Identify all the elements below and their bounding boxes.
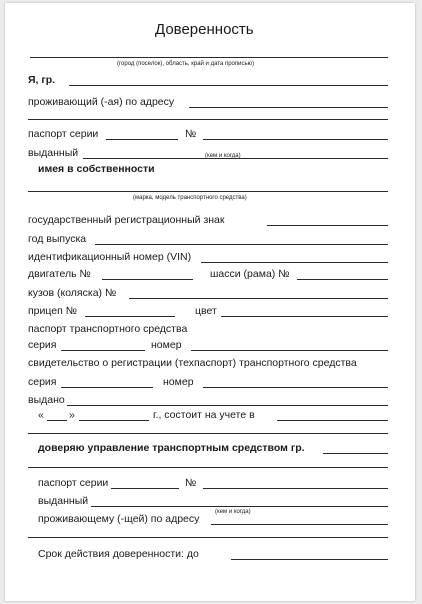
issued-short-line[interactable] [67, 405, 388, 406]
color-label: цвет [195, 305, 217, 317]
year-label: год выпуска [28, 233, 87, 245]
trailer-line[interactable] [85, 316, 175, 317]
chassis-label: шасси (рама) № [210, 268, 290, 280]
address-label-2: проживающему (-щей) по адресу [38, 513, 200, 525]
open-quote: « [38, 409, 44, 421]
citizen-name-line[interactable] [69, 85, 388, 86]
month-line[interactable] [79, 420, 149, 421]
vehicle-passport-label: паспорт транспортного средства [28, 323, 188, 335]
close-quote: » [69, 409, 75, 421]
passport-number-line-2[interactable] [203, 488, 388, 489]
reg-certificate-label: свидетельство о регистрации (техпаспорт) транспортного средства [28, 357, 357, 369]
passport-number-sign-2: № [185, 477, 197, 489]
reg-plate-line[interactable] [267, 225, 388, 226]
engine-label: двигатель № [28, 268, 91, 280]
passport-number-line[interactable] [203, 139, 388, 140]
address-line-2[interactable] [28, 119, 388, 120]
address-line-2b[interactable] [28, 537, 388, 538]
place-date-hint: (город (поселок), область, край и дата прописью) [117, 61, 255, 67]
reg-certificate-number-line[interactable] [203, 387, 388, 388]
issued-label-2: выданный [38, 495, 89, 507]
validity-label: Срок действия доверенности: до [38, 548, 199, 560]
reg-plate-label: государственный регистрационный знак [28, 214, 225, 226]
entrust-name-line[interactable] [323, 453, 388, 454]
citizen-label: Я, гр. [28, 74, 56, 86]
issued-line-2[interactable] [91, 506, 388, 507]
form-title: Доверенность [155, 21, 254, 38]
vin-label: идентификационный номер (VIN) [28, 251, 192, 263]
vehicle-model-line[interactable] [28, 191, 388, 192]
vehicle-model-hint: (марка, модель транспортного средства) [133, 195, 247, 201]
entrust-label: доверяю управление транспортным средством гр. [38, 442, 305, 454]
color-line[interactable] [221, 316, 388, 317]
registered-at-line-2[interactable] [28, 433, 388, 434]
vehicle-passport-number-line[interactable] [191, 350, 388, 351]
issued-short-label: выдано [28, 394, 65, 406]
year-line[interactable] [95, 244, 388, 245]
day-line[interactable] [47, 420, 67, 421]
entrust-name-line-2[interactable] [28, 467, 388, 468]
reg-certificate-series-line[interactable] [61, 387, 153, 388]
owned-label: имея в собственности [38, 163, 155, 175]
place-date-line[interactable] [30, 57, 388, 58]
passport-series-line[interactable] [106, 139, 178, 140]
vehicle-passport-series-line[interactable] [61, 350, 145, 351]
address-line-2a[interactable] [211, 524, 388, 525]
power-of-attorney-form [5, 3, 415, 601]
vin-line[interactable] [201, 262, 388, 263]
passport-series-label-2: паспорт серии [38, 477, 109, 489]
passport-series-label: паспорт серии [28, 128, 99, 140]
reg-certificate-series-label: серия [28, 376, 57, 388]
issued-label: выданный [28, 147, 79, 159]
registered-at-line[interactable] [277, 420, 388, 421]
validity-line[interactable] [231, 559, 388, 560]
reg-certificate-number-label: номер [163, 376, 194, 388]
address-label: проживающий (-ая) по адресу [28, 96, 175, 108]
passport-number-sign: № [185, 128, 197, 140]
issued-hint-2: (кем и когда) [215, 509, 251, 515]
registered-label: г., состоит на учете в [153, 409, 255, 421]
address-line-1[interactable] [189, 107, 388, 108]
passport-series-line-2[interactable] [111, 488, 179, 489]
trailer-label: прицеп № [28, 305, 77, 317]
body-line[interactable] [129, 298, 388, 299]
vehicle-passport-number-label: номер [151, 339, 182, 351]
chassis-line[interactable] [297, 279, 388, 280]
issued-hint: (кем и когда) [205, 153, 241, 159]
engine-line[interactable] [102, 279, 193, 280]
vehicle-passport-series-label: серия [28, 339, 57, 351]
body-label: кузов (коляска) № [28, 287, 117, 299]
